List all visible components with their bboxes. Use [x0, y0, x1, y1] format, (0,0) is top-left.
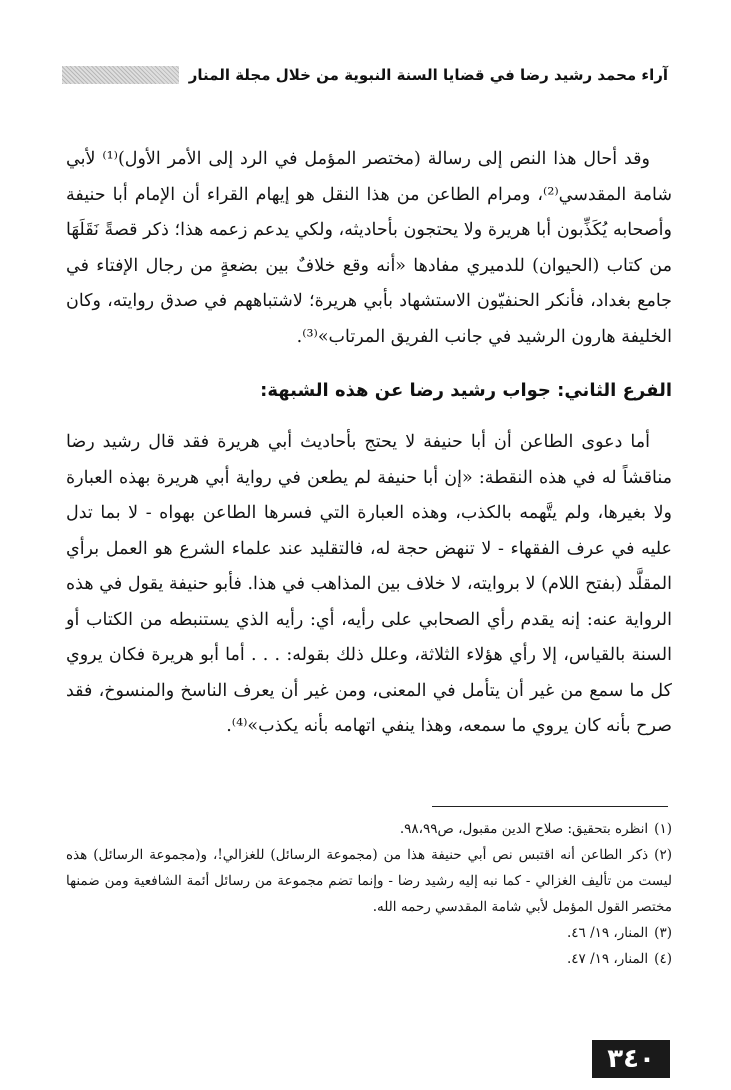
paragraph: وقد أحال هذا النص إلى رسالة (مختصر المؤمل في الرد إلى الأمر الأول)⁽¹⁾ لأبي شامة المقدسي⁽²⁾، ومرام الطاعن من هذا النقل هو إيهام القراء أن الإمام أبا حنيفة وأصحابه يُكَذِّبون أبا هريرة ولا يحتجون بأحاديثه، ولكي يدعم زعمه هذا؛ ذكر قصةً نَقَلَهَا من كتاب (الحيوان) للدميري مفادها «أنه وقع خلافٌ بين بضعةٍ من رجال الإفتاء في جامع بغداد، فأنكر الحنفيّون الاستشهاد بأبي هريرة؛ لاشتباههم في صدق روايته، وكان الخليفة هارون الرشيد في جانب الفريق المرتاب»⁽³⁾. [66, 149, 672, 347]
footnote-number: (٣) [654, 925, 672, 941]
footnote-divider [432, 806, 668, 807]
footnote-text: انظره بتحقيق: صلاح الدين مقبول، ص٩٨،٩٩. [399, 821, 649, 837]
running-header-title: آراء محمد رشيد رضا في قضايا السنة النبوية من خلال مجلة المنار [188, 66, 668, 84]
footnote-number: (١) [654, 821, 672, 837]
section-subheading: الفرع الثاني: جواب رشيد رضا عن هذه الشبهة: [260, 380, 672, 401]
section-one-text [66, 142, 672, 355]
footnote-item [66, 816, 672, 842]
section-two-text [66, 425, 672, 745]
page-number: ٣٤٠ [592, 1040, 670, 1078]
footnote-number: (٢) [654, 847, 672, 863]
footnote-item [66, 842, 672, 920]
footnotes [66, 816, 672, 972]
running-header [62, 60, 668, 90]
footnote-text: المنار، ١٩/ ٤٧. [566, 951, 649, 967]
footnote-item [66, 920, 672, 946]
footnote-item [66, 946, 672, 972]
paragraph: أما دعوى الطاعن أن أبا حنيفة لا يحتج بأحاديث أبي هريرة فقد قال رشيد رضا مناقشاً له في هذه النقطة: «إن أبا حنيفة لم يطعن في رواية أبي هريرة بهذه العبارة ولا بغيرها، ولم يتَّهمه بالكذب، وهذه العبارة التي فسرها الطاعن بهواه - لا بما تدل عليه في عرف الفقهاء - لا تنهض حجة له، فالتقليد عند علماء الشرع هو العمل برأي المقلَّد (بفتح اللام) لا بروايته، لا خلاف بين المذاهب في هذا. فأبو حنيفة يقول في هذه الرواية عنه: إنه يقدم رأي الصحابي على رأيه، أي: رأيه الذي يستنبطه من الكتاب أو السنة بالقياس، إلا رأي هؤلاء الثلاثة، وعلل ذلك بقوله: . . . أما أبو هريرة فكان يروي كل ما سمع من غير أن يتأمل في المعنى، ومن غير أن يعرف الناسخ والمنسوخ، فقد صرح بأنه كان يروي ما سمعه، وهذا ينفي اتهامه بأنه يكذب»⁽⁴⁾. [66, 432, 672, 736]
footnote-number: (٤) [654, 951, 672, 967]
header-decorative-bar [62, 66, 179, 84]
footnote-text: ذكر الطاعن أنه اقتبس نص أبي حنيفة هذا من (مجموعة الرسائل) للغزالي!، و(مجموعة الرسائل) هذه ليست من تأليف الغزالي - كما نبه إليه رشيد رضا - وإنما تضم مجموعة من رسائل أئمة الشافعية ومن ضمنها مختصر القول المؤمل لأبي شامة المقدسي رحمه الله. [66, 847, 672, 915]
footnote-text: المنار، ١٩/ ٤٦. [566, 925, 649, 941]
